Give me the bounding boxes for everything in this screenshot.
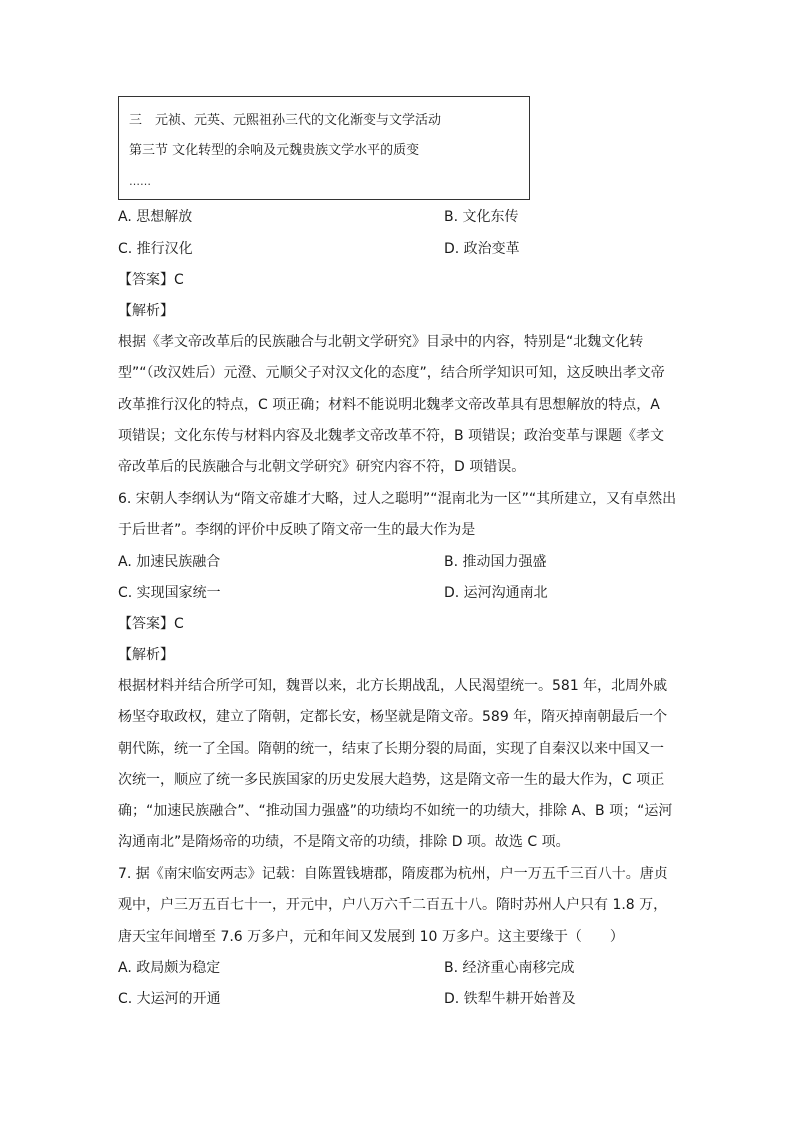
q5-option-d: D. 政治变革 <box>444 241 520 257</box>
q5-analysis-label: 【解析】 <box>118 303 174 319</box>
q6-stem <box>118 484 676 547</box>
analysis-line: 根据《孝文帝改革后的民族融合与北朝文学研究》目录中的内容，特别是“北魏文化转 <box>118 334 644 350</box>
q7-option-c: C. 大运河的开通 <box>118 991 221 1007</box>
stem-line: 6. 宋朝人李纲认为“隋文帝雄才大略，过人之聪明”“混南北为一区”“其所建立，又有卓然出 <box>118 491 677 507</box>
q5-option-b: B. 文化东传 <box>444 209 519 225</box>
q7-option-a: A. 政局颇为稳定 <box>118 960 221 976</box>
q6-option-c: C. 实现国家统一 <box>118 585 221 601</box>
q6-option-a: A. 加速民族融合 <box>118 554 221 570</box>
analysis-line: 根据材料并结合所学可知，魏晋以来，北方长期战乱，人民渴望统一。581 年，北周外戚 <box>118 678 668 694</box>
q6-analysis <box>118 671 676 859</box>
stem-line: 于后世者”。李纲的评价中反映了隋文帝一生的最大作为是 <box>118 522 476 539</box>
q7-stem <box>118 859 676 953</box>
q7-option-d: D. 铁犁牛耕开始普及 <box>444 991 576 1007</box>
analysis-line: 朝代陈，统一了全国。隋朝的统一，结束了长期分裂的局面，实现了自秦汉以来中国又一 <box>118 740 664 757</box>
material-box <box>118 96 530 200</box>
q5-option-a: A. 思想解放 <box>118 209 193 225</box>
box-line: 第三节 文化转型的余响及元魏贵族文学水平的质变 <box>129 143 420 158</box>
box-line: 三 元祯、元英、元熙祖孙三代的文化渐变与文学活动 <box>129 113 442 128</box>
analysis-line: 次统一，顺应了统一多民族国家的历史发展大趋势，这是隋文帝一生的最大作为，C 项正 <box>118 771 665 788</box>
q5-answer: 【答案】C <box>118 272 184 288</box>
analysis-line: 杨坚夺取政权，建立了隋朝，定都长安，杨坚就是隋文帝。589 年，隋灭掉南朝最后一个 <box>118 709 668 726</box>
stem-line: 唐天宝年间增至 7.6 万多户，元和年间又发展到 10 万多户。这主要缘于（ ） <box>118 928 624 945</box>
q6-analysis-label: 【解析】 <box>118 647 174 663</box>
analysis-line: 项错误；文化东传与材料内容及北魏孝文帝改革不符，B 项错误；政治变革与课题《孝文 <box>118 427 665 444</box>
q7-option-b: B. 经济重心南移完成 <box>444 960 575 976</box>
analysis-line: 确；“加速民族融合”、“推动国力强盛”的功绩均不如统一的功绩大，排除 A、B 项；“运河 <box>118 803 673 820</box>
q5-option-c: C. 推行汉化 <box>118 241 193 257</box>
analysis-line: 改革推行汉化的特点，C 项正确；材料不能说明北魏孝文帝改革具有思想解放的特点，A <box>118 396 660 413</box>
q6-answer: 【答案】C <box>118 616 184 632</box>
analysis-line: 型”“（改汉姓后）元澄、元顺父子对汉文化的态度”，结合所学知识可知，这反映出孝文帝 <box>118 365 665 382</box>
q5-analysis <box>118 327 676 483</box>
stem-line: 观中，户三万五百七十一，开元中，户八万六千二百五十八。隋时苏州人户只有 1.8 万， <box>118 897 668 914</box>
analysis-line: 沟通南北”是隋炀帝的功绩，不是隋文帝的功绩，排除 D 项。故选 C 项。 <box>118 834 570 851</box>
q6-option-d: D. 运河沟通南北 <box>444 585 548 601</box>
q6-option-b: B. 推动国力强盛 <box>444 554 547 570</box>
stem-line: 7. 据《南宋临安两志》记载：自陈置钱塘郡，隋废郡为杭州，户一万五千三百八十。唐贞 <box>118 866 668 882</box>
box-line: …… <box>129 175 151 188</box>
analysis-line: 帝改革后的民族融合与北朝文学研究》研究内容不符，D 项错误。 <box>118 459 526 476</box>
